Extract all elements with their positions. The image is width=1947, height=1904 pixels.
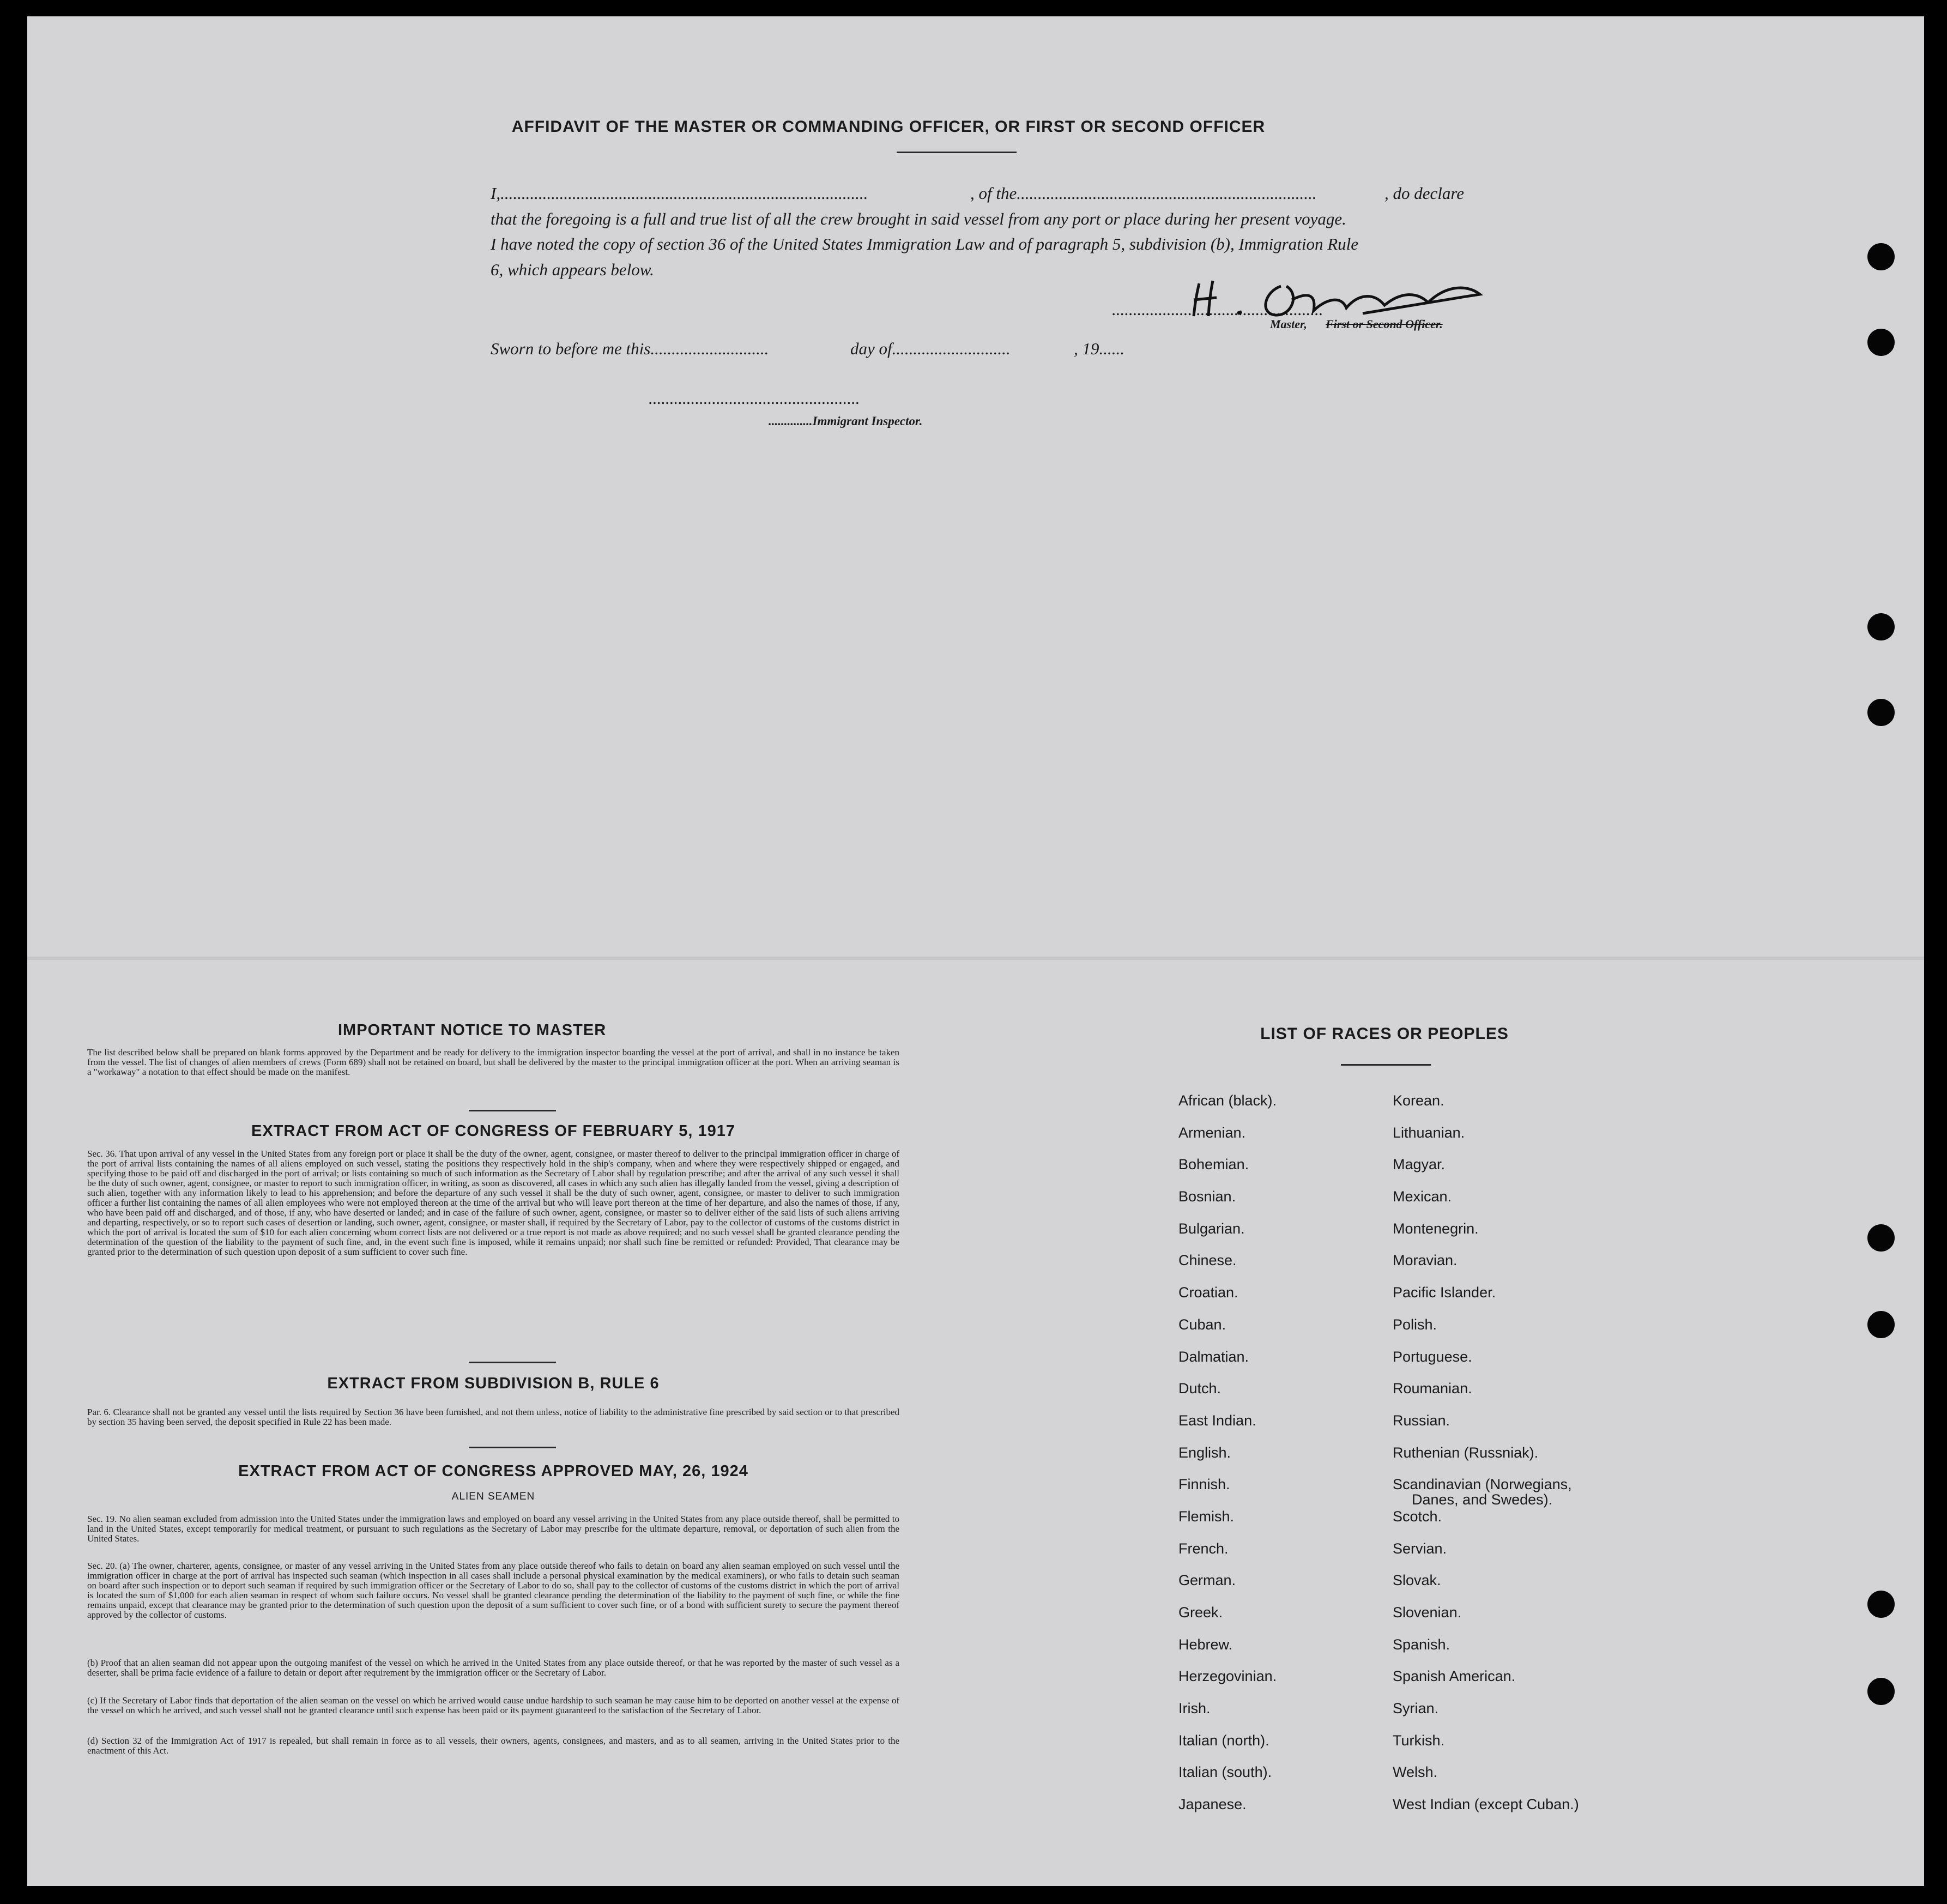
inspector-signature-line: .................................................. [649, 389, 860, 408]
race-item: Polish. [1393, 1316, 1437, 1333]
binder-hole [1867, 613, 1895, 640]
extract-rule6-title: EXTRACT FROM SUBDIVISION B, RULE 6 [327, 1375, 660, 1392]
extract-rule6-rule [469, 1447, 556, 1448]
race-item: Bohemian. [1178, 1156, 1249, 1173]
handwritten-signature [1183, 262, 1488, 322]
binder-hole [1867, 1224, 1895, 1252]
race-item: Pacific Islander. [1393, 1284, 1496, 1301]
race-item: Spanish. [1393, 1636, 1450, 1653]
affidavit-title: AFFIDAVIT OF THE MASTER OR COMMANDING OFFICER, OR FIRST OR SECOND OFFICER [511, 118, 1266, 136]
struck-officer-label: First or Second Officer. [1326, 317, 1443, 331]
affidavit-line-3: I have noted the copy of section 36 of the United States Immigration Law and of paragraph 5, subdivision (b), Immigration Rule [491, 234, 1359, 253]
notice-rule [469, 1110, 556, 1111]
race-item: Dutch. [1178, 1380, 1222, 1397]
extract-rule6-text: Par. 6. Clearance shall not be granted any vessel until the lists required by Section 36 have been furnished, and not them unless, notice of liability to the administrative fine prescribed by said section or to that prescribed by section 35 having been served, the deposit specified in Rule 22 has been made. [87, 1407, 899, 1427]
extract-1924-sec20b: (b) Proof that an alien seaman did not appear upon the outgoing manifest of the vessel on which he arrived in the United States from any place outside thereof, or that he was reported by the master of such vessel as a deserter, shall be prima facie evidence of a failure to detain or deport after requirement by the immigration officer or the Secretary of Labor. [87, 1658, 899, 1678]
race-item: Finnish. [1178, 1476, 1230, 1493]
binder-hole [1867, 1678, 1895, 1705]
extract-1924-title: EXTRACT FROM ACT OF CONGRESS APPROVED MAY, 26, 1924 [238, 1462, 748, 1480]
affidavit-line-1c: , do declare [1384, 184, 1465, 203]
sworn-line-a: Sworn to before me this............................ [491, 339, 769, 358]
race-item: Cuban. [1178, 1316, 1226, 1333]
race-item: Japanese. [1178, 1796, 1247, 1813]
race-item: Scandinavian (Norwegians, [1393, 1476, 1572, 1493]
race-item: Spanish American. [1393, 1668, 1516, 1685]
race-item: Turkish. [1393, 1732, 1445, 1749]
race-item: Welsh. [1393, 1764, 1438, 1781]
race-item: Scotch. [1393, 1508, 1442, 1525]
race-item: Italian (north). [1178, 1732, 1269, 1749]
extract-1917-title: EXTRACT FROM ACT OF CONGRESS OF FEBRUARY 5, 1917 [251, 1122, 736, 1140]
race-item: Dalmatian. [1178, 1348, 1249, 1365]
race-item: Chinese. [1178, 1252, 1237, 1269]
race-item: Servian. [1393, 1540, 1447, 1557]
binder-hole [1867, 329, 1895, 356]
extract-1924-sec20a: Sec. 20. (a) The owner, charterer, agents, consignee, or master of any vessel arriving in the United States from any place outside thereof who fails to detain on board any alien seaman employed on such vessel until the immigration officer in charge at the port of arrival has inspected such seaman (which inspection in all cases shall include a personal physical examination by the medical examiners), or who fails to detain such seaman on board after such inspection or to deport such seaman if required by such immigration officer or the Secretary of Labor to do so, shall pay to the collector of customs of the customs district in which the port of arrival is located the sum of $1,000 for each alien seaman in respect of whom such failure occurs. No vessel shall be granted clearance pending the determination of the liability to the payment of such fine, or while the fine remains unpaid, except that clearance may be granted prior to the determination of such question upon the deposit of a sum sufficient to cover such fine, or of a bond with sufficient surety to secure the payment thereof approved by the collector of customs. [87, 1561, 899, 1620]
race-item: Portuguese. [1393, 1348, 1472, 1365]
race-item: Korean. [1393, 1092, 1444, 1109]
extract-1924-sec20c: (c) If the Secretary of Labor finds that deportation of the alien seaman on the vessel on which he arrived would cause undue hardship to such seaman he may cause him to be deported on another vessel at the expense of the vessel on which he arrived, and such vessel shall not be granted clearance until such expense has been paid or its payment guaranteed to the satisfaction of the Secretary of Labor. [87, 1695, 899, 1715]
extract-1917-rule [469, 1362, 556, 1363]
signature-line: .................................................. [1112, 300, 1323, 319]
races-title-rule [1341, 1064, 1431, 1066]
page-fold [27, 957, 1924, 960]
race-item: French. [1178, 1540, 1229, 1557]
affidavit-line-1a: I,....................................................................................... [491, 184, 868, 203]
race-item: Syrian. [1393, 1700, 1439, 1717]
race-item: Lithuanian. [1393, 1124, 1465, 1141]
race-item: West Indian (except Cuban.) [1393, 1796, 1579, 1813]
race-item: Slovenian. [1393, 1604, 1462, 1621]
affidavit-line-1b: , of the....................................................................... [970, 184, 1317, 203]
race-item: Slovak. [1393, 1572, 1441, 1589]
master-label: Master, [1270, 317, 1307, 331]
extract-1924-sec19: Sec. 19. No alien seaman excluded from admission into the United States under the immigration laws and employed on board any vessel arriving in the United States from any place outside thereof, shall be permitted to land in the United States, except temporarily for medical treatment, or pursuant to such regulations as the Secretary of Labor may prescribe for the ultimate departure, removal, or deportation of such alien from the United States. [87, 1514, 899, 1544]
race-item: Ruthenian (Russniak). [1393, 1444, 1539, 1461]
binder-hole [1867, 1311, 1895, 1338]
race-item: Irish. [1178, 1700, 1211, 1717]
races-column-1 [1178, 1090, 1277, 1826]
race-item: Armenian. [1178, 1124, 1246, 1141]
race-item: Flemish. [1178, 1508, 1235, 1525]
race-item: Croatian. [1178, 1284, 1238, 1301]
races-continuation: Danes, and Swedes). [1412, 1491, 1553, 1508]
race-item: Montenegrin. [1393, 1220, 1479, 1237]
race-item: Italian (south). [1178, 1764, 1272, 1781]
races-column-2 [1393, 1090, 1579, 1826]
binder-hole [1867, 1591, 1895, 1618]
race-item: Mexican. [1393, 1188, 1452, 1205]
sworn-line-b: day of............................ [850, 339, 1011, 358]
affidavit-line-2: that the foregoing is a full and true list of all the crew brought in said vessel from any port or place during her present voyage. [491, 209, 1346, 228]
sworn-line-c: , 19...... [1074, 339, 1124, 358]
race-item: Bulgarian. [1178, 1220, 1245, 1237]
binder-hole [1867, 699, 1895, 726]
race-item: African (black). [1178, 1092, 1277, 1109]
binder-hole [1867, 243, 1895, 270]
race-item: English. [1178, 1444, 1231, 1461]
race-item: Bosnian. [1178, 1188, 1236, 1205]
race-item: Hebrew. [1178, 1636, 1233, 1653]
affidavit-line-4: 6, which appears below. [491, 260, 654, 279]
extract-1917-text: Sec. 36. That upon arrival of any vessel in the United States from any foreign port or place it shall be the duty of the owner, agent, consignee, or master thereof to deliver to the principal immigration officer in charge of the port of arrival lists containing the names of all aliens employed on such vessel, stating the positions they respectively hold in the ship's company, when and where they were respectively shipped or engaged, and specifying those to be paid off and discharged in the port of arrival; or lists containing so much of such information as the Secretary of Labor shall by regulation prescribe; and after the arrival of any such vessel it shall be the duty of such owner, agent, consignee, or master to report to such immigration officer, in writing, as soon as discovered, all cases in which any such alien has illegally landed from the vessel, giving a description of such alien, together with any information likely to lead to his apprehension; and before the departure of any such vessel it shall be the duty of such owner, agent, consignee, or master to deliver to such immigration officer a further list containing the names of all alien employees who were not employed thereon at the time of the arrival but who will leave port thereon at the time of her departure, and also the names of those, if any, who have been paid off and discharged, and of those, if any, who have deserted or landed; and in case of the failure of such owner, agent, consignee, or master so to deliver either of the said lists of such aliens arriving and departing, respectively, or so to report such cases of desertion or landing, such owner, agent, consignee, or master shall, if required by the Secretary of Labor, pay to the collector of customs of the customs district in which the port of arrival is located the sum of $10 for each alien concerning whom correct lists are not delivered or a true report is not made as above required; and no such vessel shall be granted clearance pending the determination of the question of the liability to the payment of such fine, and, in the event such fine is imposed, while it remains unpaid; nor shall such fine be remitted or refunded: Provided, That clearance may be granted prior to the determination of such question upon deposit of a sum sufficient to cover such fine. [87, 1149, 899, 1257]
race-item: German. [1178, 1572, 1236, 1589]
inspector-label: ..............Immigrant Inspector. [769, 414, 923, 428]
race-item: Greek. [1178, 1604, 1223, 1621]
extract-1924-subtitle: ALIEN SEAMEN [451, 1491, 535, 1502]
race-item: Magyar. [1393, 1156, 1446, 1173]
race-item: Russian. [1393, 1412, 1450, 1429]
affidavit-title-rule [897, 152, 1017, 153]
extract-1924-sec20d: (d) Section 32 of the Immigration Act of 1917 is repealed, but shall remain in force as to all vessels, their owners, agents, consignees, and masters, and as to all seamen, arriving in the United States prior to the enactment of this Act. [87, 1736, 899, 1756]
race-item: Roumanian. [1393, 1380, 1472, 1397]
notice-title: IMPORTANT NOTICE TO MASTER [338, 1021, 607, 1039]
race-item: Moravian. [1393, 1252, 1458, 1269]
race-item: East Indian. [1178, 1412, 1256, 1429]
race-item: Herzegovinian. [1178, 1668, 1277, 1685]
notice-text: The list described below shall be prepared on blank forms approved by the Department and be ready for delivery to the immigration inspector boarding the vessel at the port of arrival, and shall in no instance be taken from the vessel. The list of changes of alien members of crews (Form 689) shall not be retained on board, but shall be delivered by the master to the principal immigration officer at the port. When an arriving seaman is a "workaway" a notation to that effect should be made on the manifest. [87, 1047, 899, 1077]
races-title: LIST OF RACES OR PEOPLES [1260, 1025, 1509, 1043]
